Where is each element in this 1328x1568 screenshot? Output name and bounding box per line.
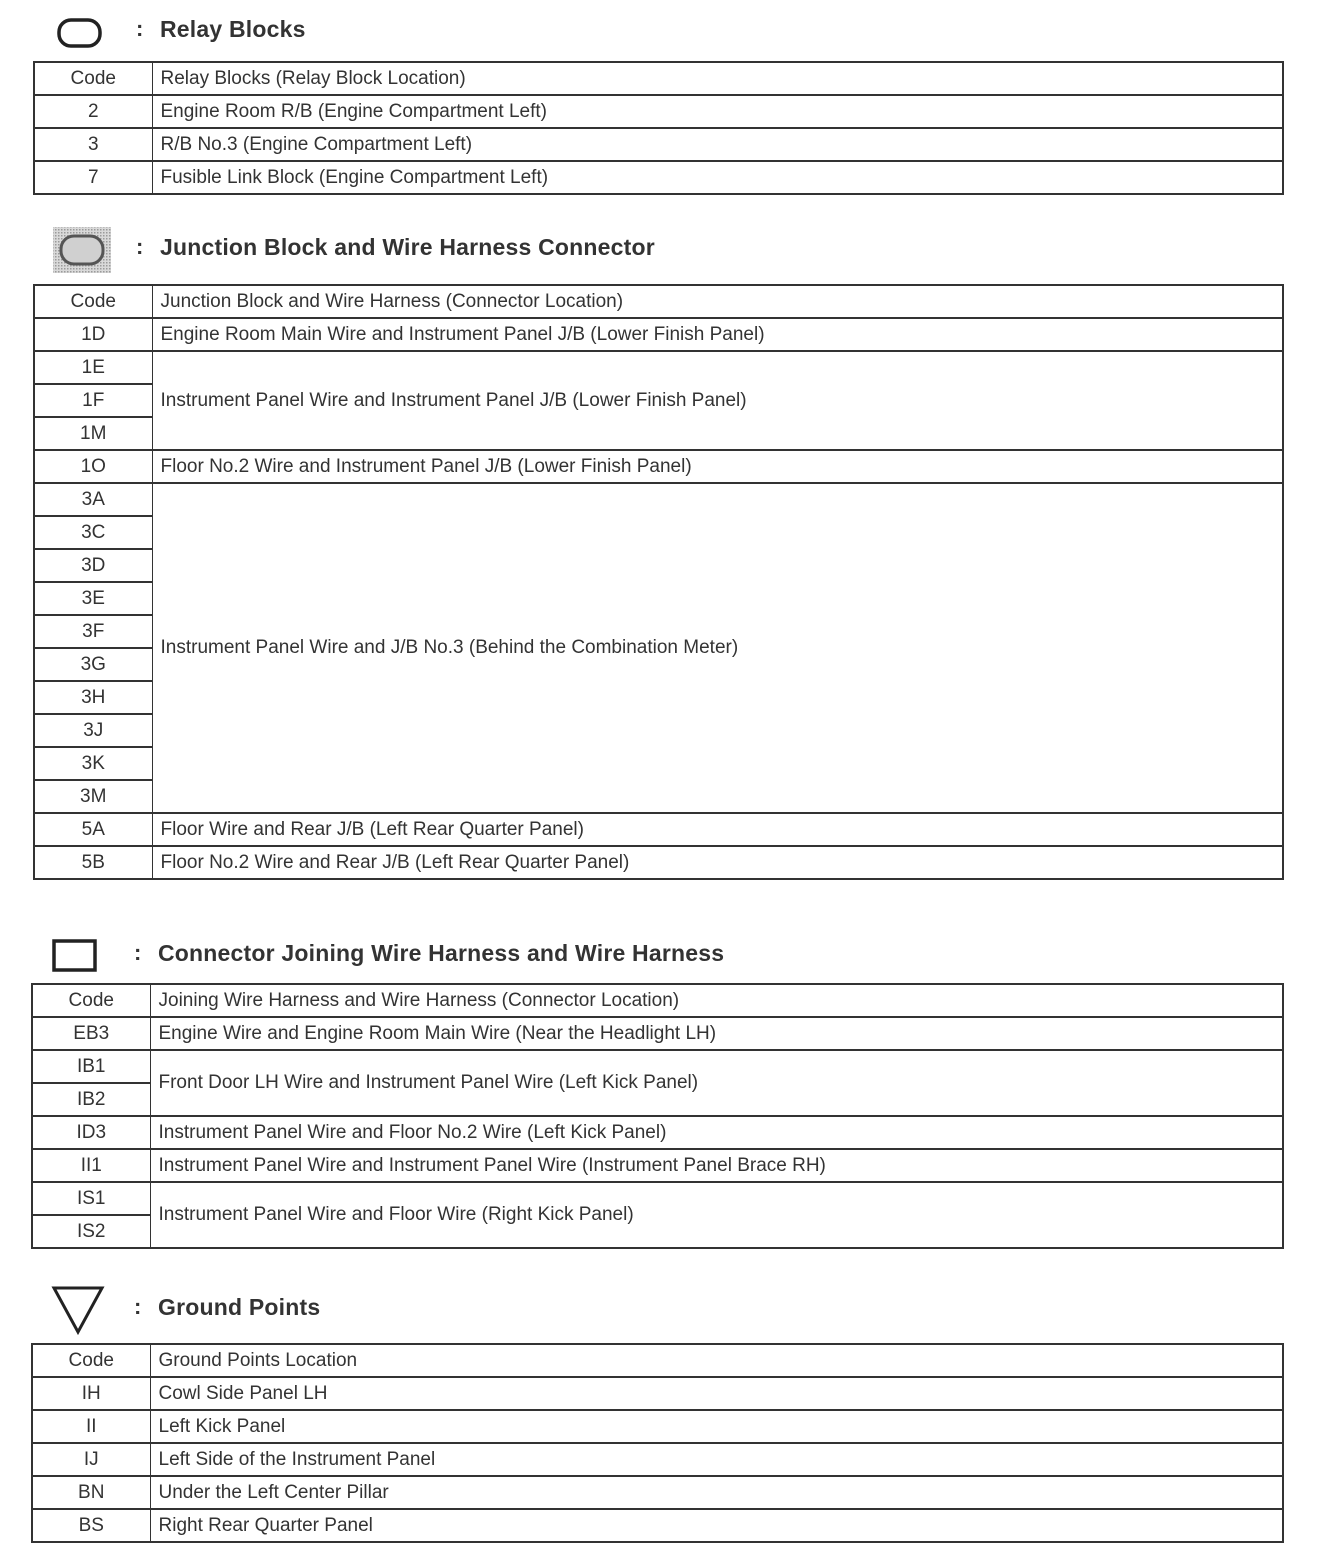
ground-point-icon: [50, 1284, 106, 1336]
code-cell: 5B: [34, 846, 152, 879]
table-header-row: [32, 1344, 1283, 1377]
ground-points-title: Ground Points: [158, 1294, 321, 1320]
code-cell: 3M: [34, 780, 152, 813]
code-cell: BN: [32, 1476, 150, 1509]
location-cell: Right Rear Quarter Panel: [150, 1509, 1283, 1542]
location-cell: Cowl Side Panel LH: [150, 1377, 1283, 1410]
connector-joining-table: [31, 983, 1284, 1249]
connector-icon: [52, 938, 98, 974]
table-header-row: [34, 62, 1283, 95]
code-cell: II1: [32, 1149, 150, 1182]
junction-block-icon: [52, 226, 112, 274]
table-row: [34, 351, 1283, 384]
code-cell: IB1: [32, 1050, 150, 1083]
location-cell: Floor No.2 Wire and Instrument Panel J/B (Lower Finish Panel): [152, 450, 1283, 483]
code-cell: 3F: [34, 615, 152, 648]
relay-blocks-title: Relay Blocks: [160, 16, 306, 42]
code-cell: 3: [34, 128, 152, 161]
code-cell: IH: [32, 1377, 150, 1410]
ground-points-table: [31, 1343, 1284, 1543]
header-location: Relay Blocks (Relay Block Location): [152, 62, 1283, 95]
code-cell: EB3: [32, 1017, 150, 1050]
code-cell: 1F: [34, 384, 152, 417]
code-cell: ID3: [32, 1116, 150, 1149]
table-row: [32, 1377, 1283, 1410]
code-cell: 3D: [34, 549, 152, 582]
location-cell: Floor No.2 Wire and Rear J/B (Left Rear Quarter Panel): [152, 846, 1283, 879]
table-header-row: [32, 984, 1283, 1017]
connector-joining-title: Connector Joining Wire Harness and Wire Harness: [158, 940, 725, 966]
location-cell: Instrument Panel Wire and J/B No.3 (Behind the Combination Meter): [152, 483, 1283, 813]
table-row: [34, 483, 1283, 516]
code-cell: BS: [32, 1509, 150, 1542]
code-cell: IS1: [32, 1182, 150, 1215]
table-row: [32, 1017, 1283, 1050]
table-row: [32, 1476, 1283, 1509]
relay-block-icon: [56, 16, 104, 50]
table-header-row: [34, 285, 1283, 318]
location-cell: Instrument Panel Wire and Instrument Panel Wire (Instrument Panel Brace RH): [150, 1149, 1283, 1182]
code-cell: 1D: [34, 318, 152, 351]
code-cell: II: [32, 1410, 150, 1443]
relay-blocks-table: [33, 61, 1284, 195]
header-code: Code: [32, 1344, 150, 1377]
table-row: [32, 1050, 1283, 1083]
table-row: [32, 1410, 1283, 1443]
location-cell: Floor Wire and Rear J/B (Left Rear Quarter Panel): [152, 813, 1283, 846]
table-row: [32, 1149, 1283, 1182]
table-row: [34, 95, 1283, 128]
table-row: [34, 813, 1283, 846]
code-cell: 3K: [34, 747, 152, 780]
code-cell: 5A: [34, 813, 152, 846]
header-location: Junction Block and Wire Harness (Connector Location): [152, 285, 1283, 318]
code-cell: 3J: [34, 714, 152, 747]
separator-colon: :: [134, 1294, 142, 1319]
code-cell: 3G: [34, 648, 152, 681]
location-cell: Engine Room Main Wire and Instrument Panel J/B (Lower Finish Panel): [152, 318, 1283, 351]
table-row: [32, 1443, 1283, 1476]
table-row: [32, 1182, 1283, 1215]
junction-block-table: [33, 284, 1284, 880]
code-cell: 3H: [34, 681, 152, 714]
location-cell: Front Door LH Wire and Instrument Panel Wire (Left Kick Panel): [150, 1050, 1283, 1116]
code-cell: 1E: [34, 351, 152, 384]
location-cell: Instrument Panel Wire and Instrument Panel J/B (Lower Finish Panel): [152, 351, 1283, 450]
location-cell: Instrument Panel Wire and Floor Wire (Right Kick Panel): [150, 1182, 1283, 1248]
code-cell: IS2: [32, 1215, 150, 1248]
code-cell: 1M: [34, 417, 152, 450]
table-row: [34, 128, 1283, 161]
code-cell: 3C: [34, 516, 152, 549]
table-row: [32, 1116, 1283, 1149]
header-location: Joining Wire Harness and Wire Harness (Connector Location): [150, 984, 1283, 1017]
table-row: [34, 161, 1283, 194]
code-cell: IB2: [32, 1083, 150, 1116]
separator-colon: :: [136, 234, 144, 259]
location-cell: Left Side of the Instrument Panel: [150, 1443, 1283, 1476]
header-location: Ground Points Location: [150, 1344, 1283, 1377]
code-cell: 3E: [34, 582, 152, 615]
location-cell: Fusible Link Block (Engine Compartment Left): [152, 161, 1283, 194]
location-cell: Under the Left Center Pillar: [150, 1476, 1283, 1509]
table-row: [34, 450, 1283, 483]
location-cell: Instrument Panel Wire and Floor No.2 Wire (Left Kick Panel): [150, 1116, 1283, 1149]
table-row: [34, 318, 1283, 351]
location-cell: Engine Room R/B (Engine Compartment Left): [152, 95, 1283, 128]
code-cell: 7: [34, 161, 152, 194]
table-row: [32, 1509, 1283, 1542]
junction-block-title: Junction Block and Wire Harness Connector: [160, 234, 655, 260]
separator-colon: :: [136, 16, 144, 41]
code-cell: 2: [34, 95, 152, 128]
code-cell: 3A: [34, 483, 152, 516]
code-cell: IJ: [32, 1443, 150, 1476]
location-cell: Left Kick Panel: [150, 1410, 1283, 1443]
location-cell: Engine Wire and Engine Room Main Wire (Near the Headlight LH): [150, 1017, 1283, 1050]
code-cell: 1O: [34, 450, 152, 483]
separator-colon: :: [134, 940, 142, 965]
header-code: Code: [34, 285, 152, 318]
header-code: Code: [32, 984, 150, 1017]
location-cell: R/B No.3 (Engine Compartment Left): [152, 128, 1283, 161]
header-code: Code: [34, 62, 152, 95]
table-row: [34, 846, 1283, 879]
